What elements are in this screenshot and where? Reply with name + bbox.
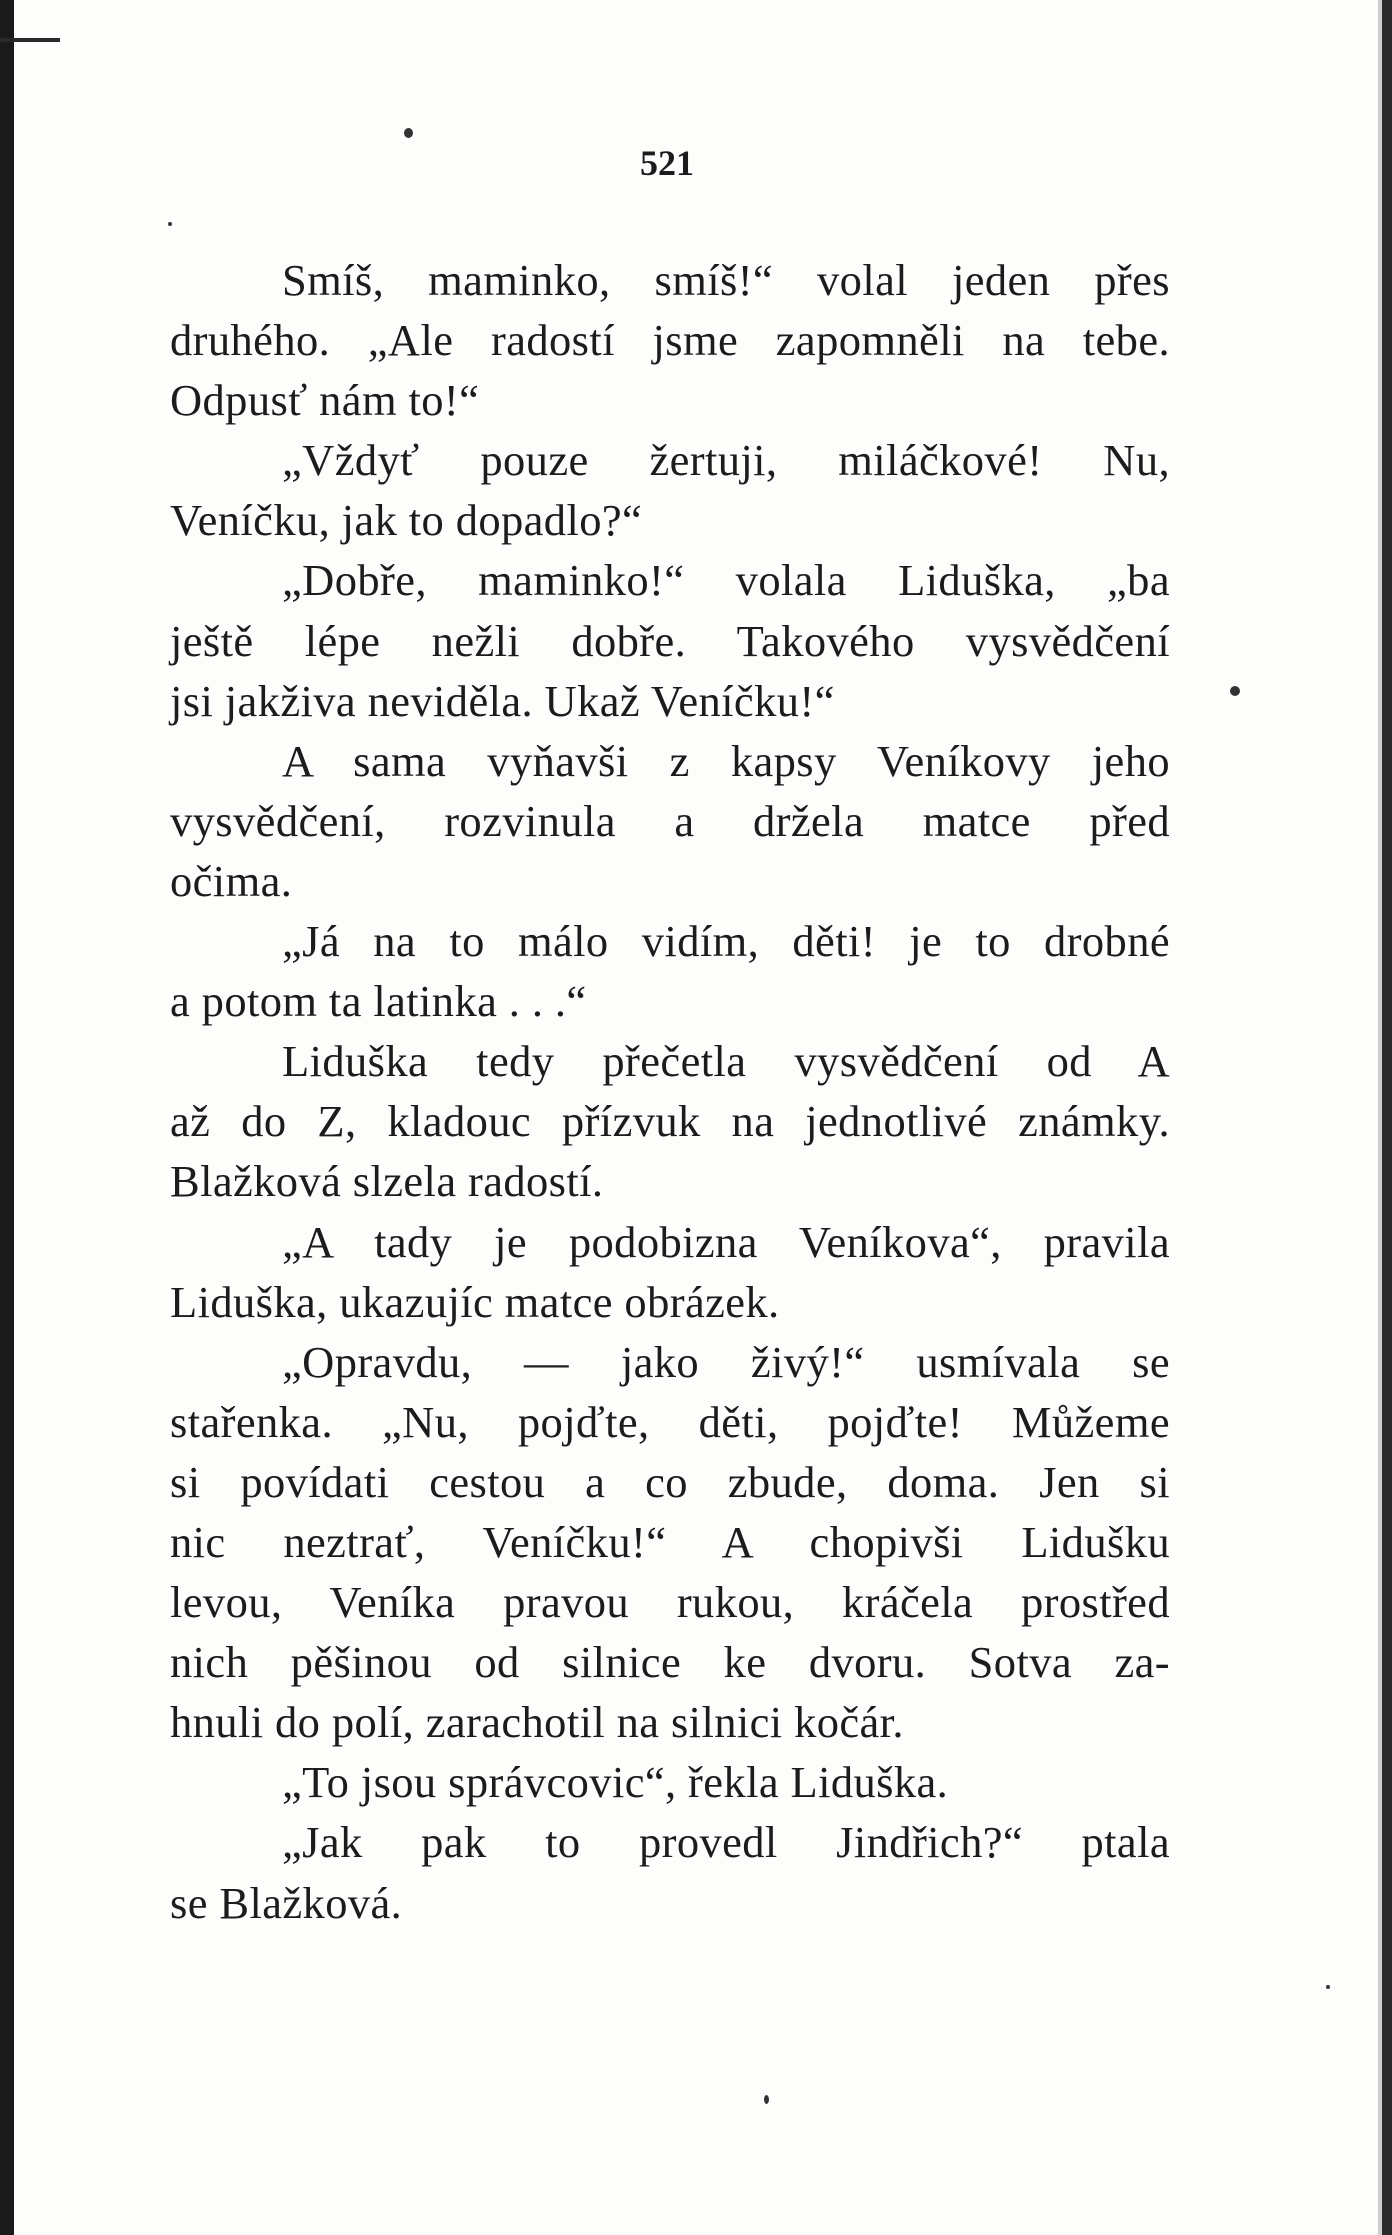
text-line: vysvědčení, rozvinula a držela matce před xyxy=(170,795,1170,846)
text-line: ještě lépe nežli dobře. Takového vysvědčení xyxy=(170,615,1170,666)
text-line: očima. xyxy=(170,855,293,906)
text-line: „Opravdu, — jako živý!“ usmívala se xyxy=(282,1336,1170,1387)
text-line: až do Z, kladouc přízvuk na jednotlivé známky. xyxy=(170,1096,1170,1147)
text-line: Blažková slzela radostí. xyxy=(170,1156,604,1207)
text-line: levou, Veníka pravou rukou, kráčela prostřed xyxy=(170,1577,1170,1628)
text-line: Smíš, maminko, smíš!“ volal jeden přes xyxy=(282,255,1170,305)
text-line: hnuli do polí, zarachotil na silnici kočár. xyxy=(170,1697,904,1748)
ink-speck xyxy=(1326,1985,1330,1989)
page-number: 521 xyxy=(640,143,694,183)
page-right-shadow xyxy=(1378,0,1382,2235)
ink-speck xyxy=(404,128,413,138)
page-left-edge xyxy=(0,0,14,2235)
text-line: druhého. „Ale radostí jsme zapomněli na tebe. xyxy=(170,315,1170,366)
ink-speck xyxy=(1230,686,1240,696)
ink-speck xyxy=(168,222,172,226)
text-line: „Já na to málo vidím, děti! je to drobné xyxy=(282,916,1170,967)
page-corner-mark xyxy=(0,38,60,42)
text-line: si povídati cestou a co zbude, doma. Jen si xyxy=(170,1456,1170,1507)
text-line: stařenka. „Nu, pojďte, děti, pojďte! Můžeme xyxy=(170,1396,1170,1447)
text-line: Liduška, ukazujíc matce obrázek. xyxy=(170,1276,780,1327)
text-line: Liduška tedy přečetla vysvědčení od A xyxy=(282,1036,1170,1087)
text-line: a potom ta latinka . . .“ xyxy=(170,976,587,1027)
text-line: nic neztrať, Veníčku!“ A chopivši Lidušku xyxy=(170,1516,1170,1567)
text-line: A sama vyňavši z kapsy Veníkovy jeho xyxy=(282,735,1170,786)
text-line: „Vždyť pouze žertuji, miláčkové! Nu, xyxy=(282,435,1170,486)
text-line: „To jsou správcovic“, řekla Liduška. xyxy=(282,1757,949,1808)
text-line: „Dobře, maminko!“ volala Liduška, „ba xyxy=(282,555,1170,606)
text-line: „Jak pak to provedl Jindřich?“ ptala xyxy=(282,1817,1170,1868)
ink-speck xyxy=(764,2095,769,2104)
text-line: jsi jakživa neviděla. Ukaž Veníčku!“ xyxy=(170,675,835,726)
page-right-edge xyxy=(1382,0,1392,2235)
text-line: „A tady je podobizna Veníkova“, pravila xyxy=(282,1216,1170,1267)
text-line: Veníčku, jak to dopadlo?“ xyxy=(170,495,643,546)
text-line: nich pěšinou od silnice ke dvoru. Sotva za- xyxy=(170,1637,1170,1688)
text-line: Odpusť nám to!“ xyxy=(170,375,480,426)
body-text xyxy=(170,250,1170,1933)
text-line: se Blažková. xyxy=(170,1877,403,1928)
